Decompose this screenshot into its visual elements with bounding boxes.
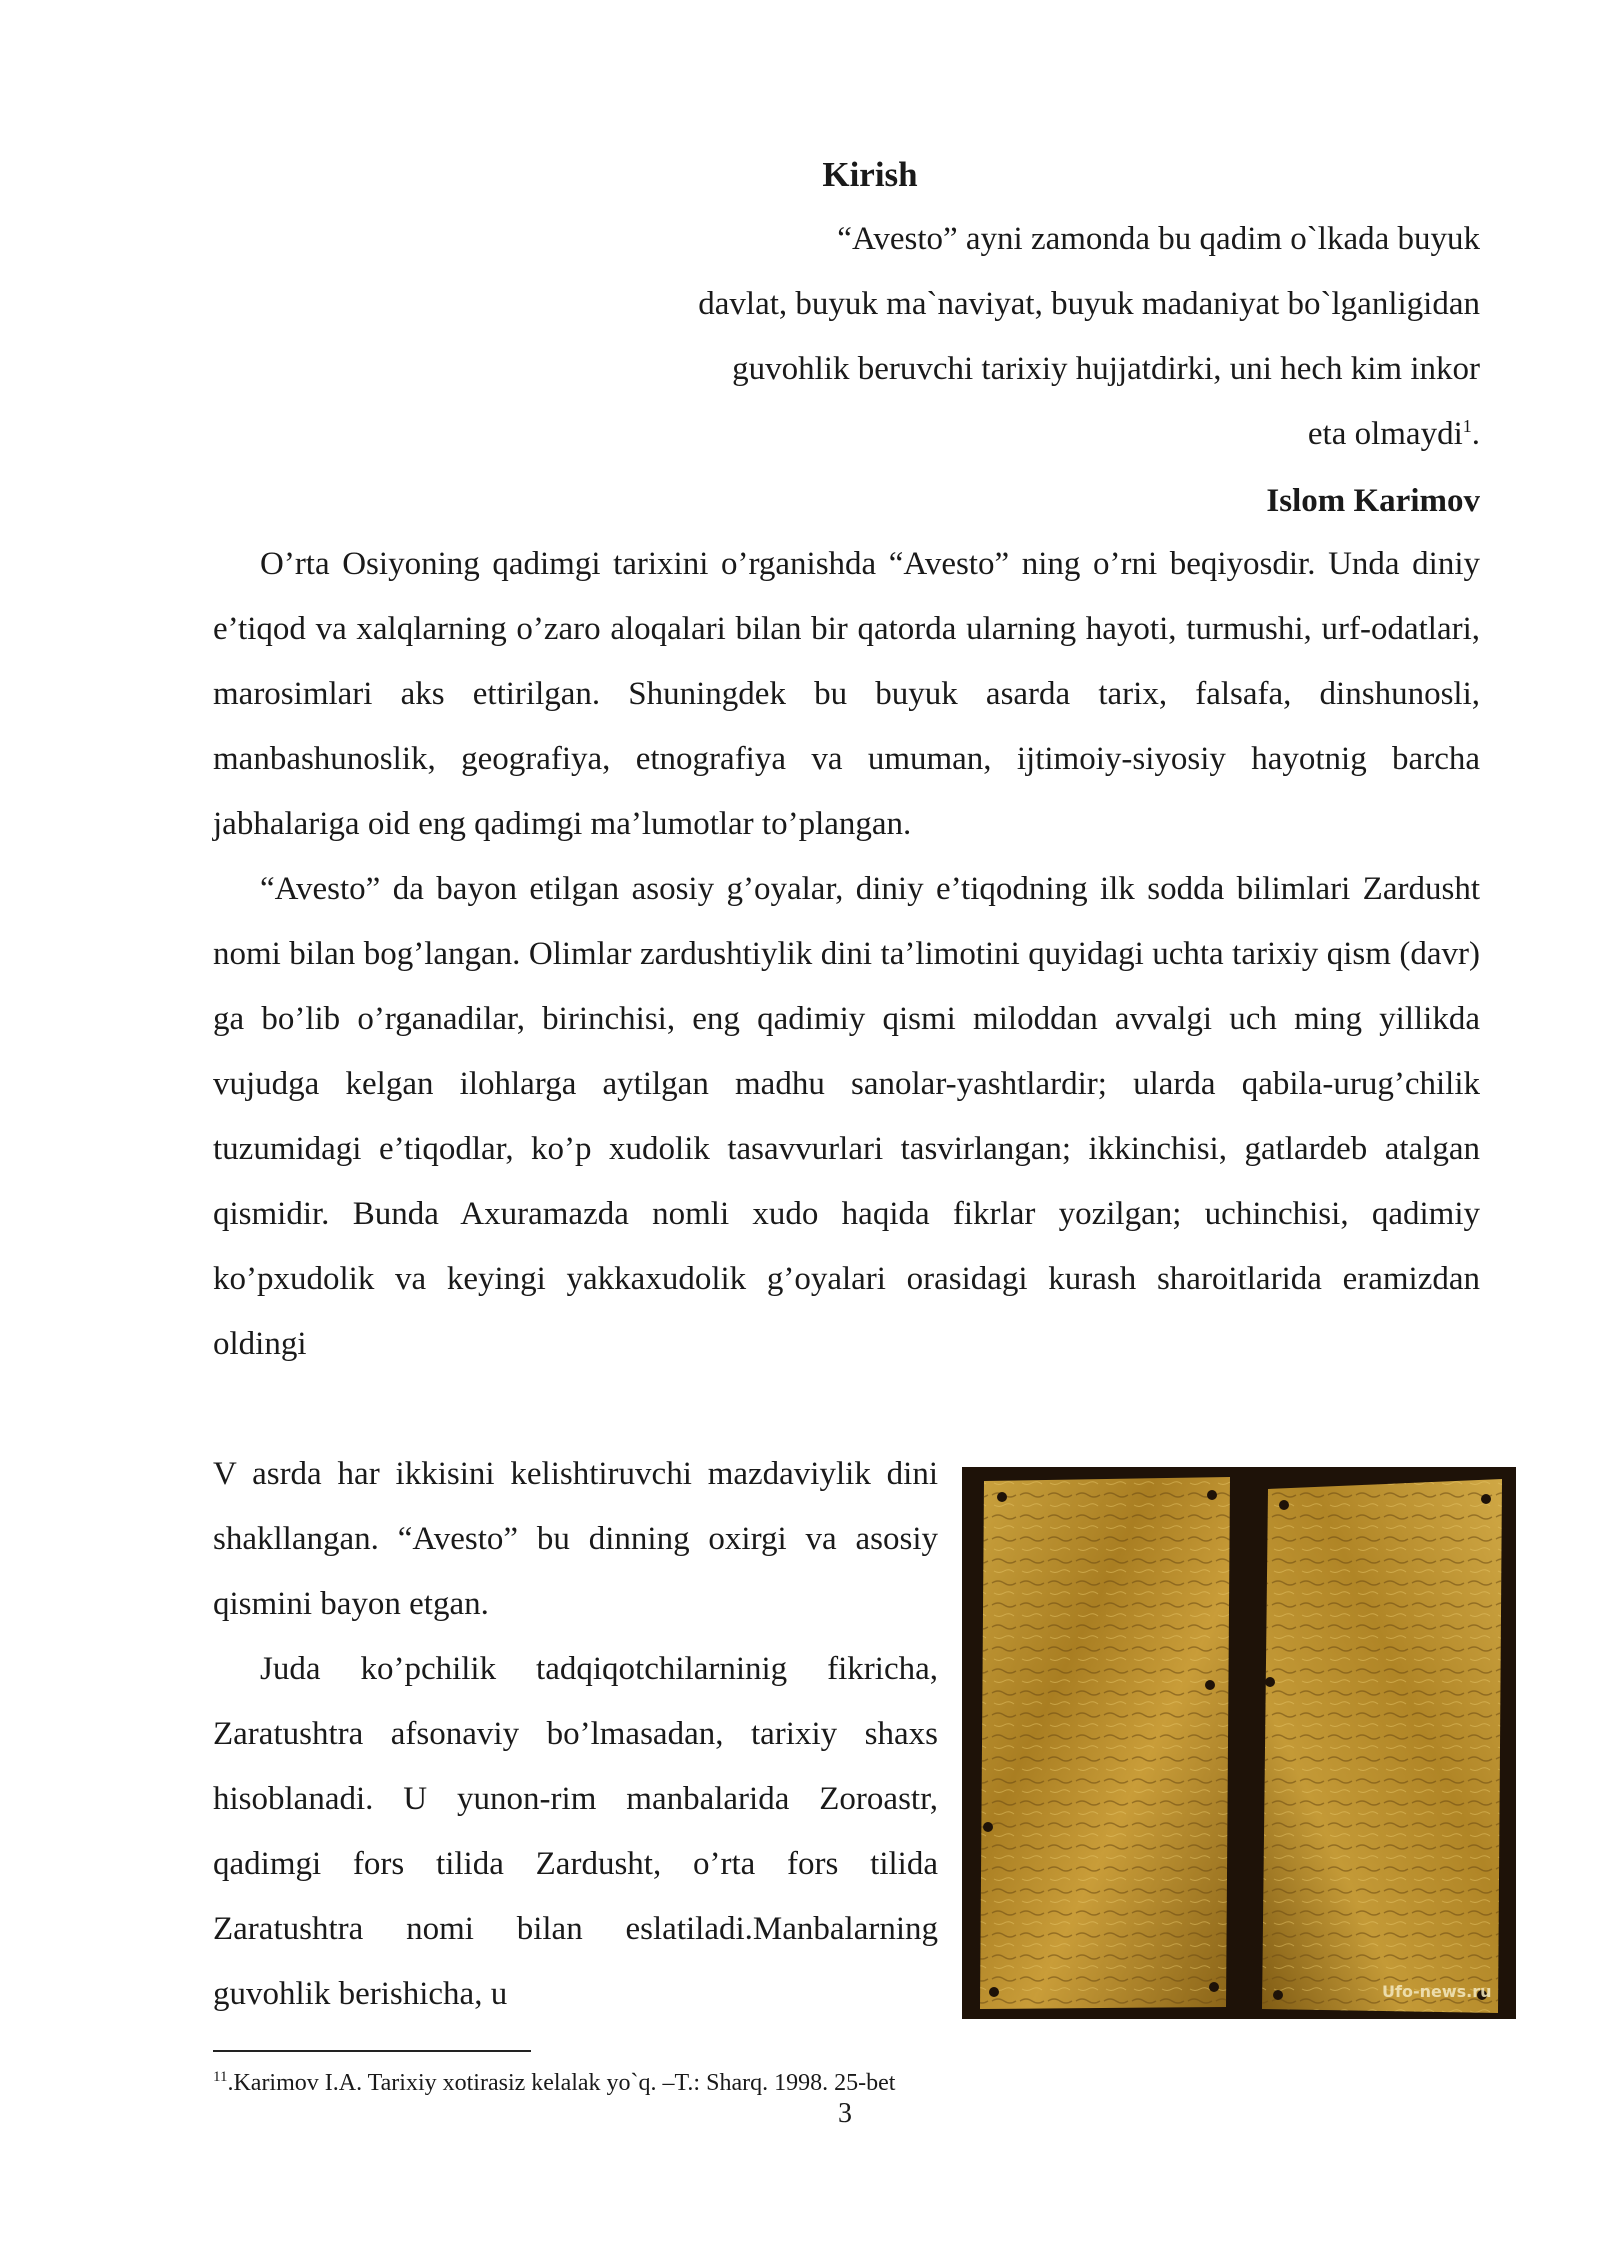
gold-tablets-image	[962, 1467, 1516, 2019]
body-text	[213, 532, 1480, 1377]
footnote-mark: 11	[213, 2069, 228, 2085]
epigraph-end-punct: .	[1471, 416, 1480, 452]
paragraph-3: Juda ko’pchilik tadqiqotchilarninig fikricha, Zaratushtra afsonaviy bo’lmasadan, tarixiy shaxs hisoblanadi. U yunon-rim manbalarida Zoroastr, qadimgi fors tilida Zardusht, o’rta fors tilida Zaratushtra nomi bilan eslatiladi.Manbalarning guvohlik berishicha, u	[213, 1651, 938, 2012]
wrapped-text	[213, 1442, 938, 2027]
epigraph-line-1: “Avesto” ayni zamonda bu qadim o`lkada buyuk	[837, 221, 1480, 257]
right-tablet	[1262, 1479, 1502, 2013]
left-tablet	[980, 1477, 1230, 2009]
image-watermark: Ufo-news.ru	[1382, 1982, 1492, 2001]
epigraph-line-4	[1308, 409, 1480, 459]
paragraph-1: O’rta Osiyoning qadimgi tarixini o’rganishda “Avesto” ning o’rni beqiyosdir. Unda diniy e’tiqod va xalqlarning o’zaro aloqalari bilan bir qatorda ularning hayoti, turmushi, urf-odatlari, marosimlari aks ettirilgan. Shuningdek bu buyuk asarda tarix, falsafa, dinshunosli, manbashunoslik, geografiya, etnografiya va umuman, ijtimoiy-siyosiy hayotnig barcha jabhalariga oid eng qadimgi ma’lumotlar to’plangan.	[213, 546, 1480, 842]
paragraph-2-continued: V asrda har ikkisini kelishtiruvchi mazdaviylik dini shakllangan. “Avesto” bu dinning oxirgi va asosiy qismini bayon etgan.	[213, 1456, 938, 1622]
footnote-reference: 1	[1462, 416, 1472, 436]
footnote-separator	[213, 2050, 531, 2052]
footnote-text: .Karimov I.A. Tarixiy xotirasiz kelalak yo`q. –T.: Sharq. 1998. 25-bet	[227, 2070, 896, 2096]
paragraph-2: “Avesto” da bayon etilgan asosiy g’oyalar, diniy e’tiqodning ilk sodda bilimlari Zardusht nomi bilan bog’langan. Olimlar zardushtiylik dini ta’limotini quyidagi uchta tarixiy qism (davr) ga bo’lib o’rganadilar, birinchisi, eng qadimiy qismi miloddan avvalgi uch ming yillikda vujudga kelgan ilohlarga aytilgan madhu sanolar-yashtlardir; ularda qabila-urug’chilik tuzumidagi e’tiqodlar, ko’p xudolik tasavvurlari tasvirlangan; ikkinchisi, gatlardeb atalgan qismidir. Bunda Axuramazda nomli xudo haqida fikrlar yozilgan; uchinchisi, qadimiy ko’pxudolik va keyingi yakkaxudolik g’oyalari orasidagi kurash sharoitlarida eramizdan oldingi	[213, 871, 1480, 1362]
footnote	[213, 2062, 895, 2098]
epigraph-author: Islom Karimov	[1266, 483, 1480, 519]
gold-tablets-illustration	[962, 1467, 1516, 2019]
page-heading: Kirish	[822, 155, 918, 194]
epigraph-line-2: davlat, buyuk ma`naviyat, buyuk madaniyat bo`lganligidan	[698, 286, 1480, 322]
epigraph-line-4-text: eta olmaydi	[1307, 416, 1463, 452]
epigraph-line-3: guvohlik beruvchi tarixiy hujjatdirki, uni hech kim inkor	[732, 351, 1480, 387]
page-number: 3	[838, 2098, 852, 2129]
